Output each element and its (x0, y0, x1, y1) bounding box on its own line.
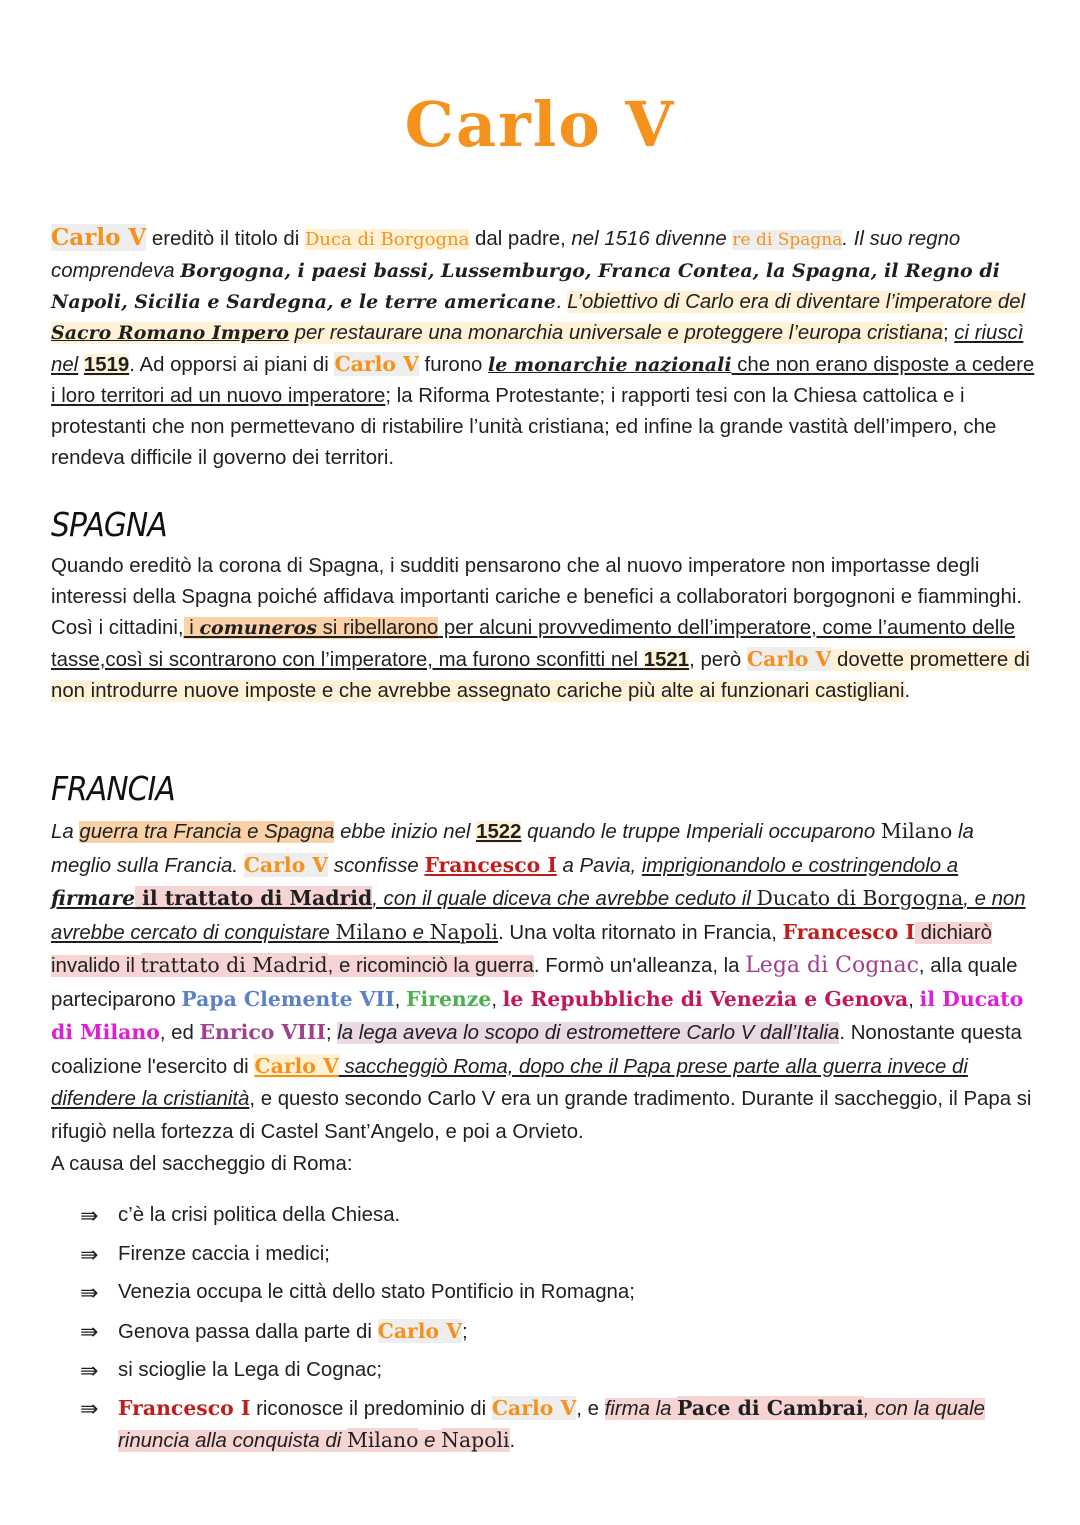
text: . Il suo regno comprendeva (51, 228, 961, 282)
text: Venezia occupa le città dello stato Pontificio in Romagna; (118, 1281, 635, 1304)
text: per alcuni provvedimento dell’imperatore, come l’aumento delle tasse,così si scontrarono con l’imperatore, ma furono sconfitti nel (51, 617, 1016, 671)
text: , (908, 988, 920, 1011)
text: quando le truppe Imperiali occuparono (521, 821, 881, 843)
text: . Ad opporsi ai piani di (129, 354, 335, 376)
text: furono (418, 354, 489, 376)
firenze: Firenze (405, 986, 492, 1011)
repubbliche: le Repubbliche di Venezia e Genova (502, 986, 909, 1011)
bullet-text (118, 1316, 1020, 1348)
text: nel 1516 divenne (571, 228, 733, 250)
text: c’è la crisi politica della Chiesa. (118, 1204, 401, 1226)
text: Milano (880, 819, 953, 843)
trattato-madrid: il trattato di Madrid (135, 886, 373, 910)
monarchie-nazionali: le monarchie nazionali (488, 354, 732, 376)
obiettivo: L’obiettivo di Carlo era di diventare l’imperatore del (567, 291, 1026, 313)
text: i (183, 617, 200, 639)
double-arrow-icon: ⇛ (80, 1319, 99, 1345)
text: , e ricominciò la guerra (327, 955, 534, 977)
carlo-name: Carlo V (746, 647, 832, 671)
text: , e non avrebbe cercato di conquistare (51, 888, 1026, 944)
comuneros (184, 617, 439, 639)
double-arrow-icon: ⇛ (80, 1396, 99, 1422)
text: A causa del saccheggio di Roma: (51, 1153, 353, 1175)
text: Napoli (441, 1428, 510, 1453)
text: . (555, 291, 568, 313)
text: trattato di Madrid (140, 953, 328, 977)
text: , (491, 988, 503, 1011)
text: sconfisse (328, 854, 425, 877)
text: imprigionandolo e costringendolo a (641, 854, 959, 877)
francia-paragraph (51, 815, 1036, 1181)
text: , ed (159, 1022, 200, 1044)
text: , (394, 988, 406, 1011)
francesco-name: Francesco I (424, 852, 557, 877)
section-heading-spagna: SPAGNA (51, 505, 167, 544)
text: , alla quale parteciparono (51, 955, 1018, 1011)
text: Milano (346, 1428, 419, 1453)
text: dovette promettere di non introdurre nuove imposte e che avrebbe assegnato cariche più alte ai funzionari castigliani (51, 649, 1030, 702)
text: Napoli (429, 919, 499, 944)
text: e (407, 921, 430, 944)
spagna-paragraph (51, 551, 1036, 707)
text: ; (462, 1321, 468, 1344)
text: , però (689, 649, 747, 671)
text: La (51, 821, 80, 843)
re-di-spagna: re di Spagna (732, 230, 843, 250)
text: si ribellarono (316, 617, 439, 639)
text: a Pavia, (556, 854, 642, 877)
text: ; (942, 322, 955, 344)
text: , e questo secondo Carlo V era un grande tradimento. Durante il saccheggio, il Papa si rifugiò nella fortezza di Castel Sant’Angelo, e poi a Orvieto. (51, 1088, 1032, 1143)
text: . Una volta ritornato in Francia, (498, 921, 783, 944)
text: comuneros (199, 617, 317, 639)
duca-di-borgogna: Duca di Borgogna (304, 229, 470, 250)
text: la meglio sulla Francia. (51, 821, 974, 877)
pace-di-cambrai: Pace di Cambrai (677, 1396, 864, 1421)
text: ; (325, 1022, 338, 1044)
text: dal padre, (469, 228, 572, 250)
enrico-viii: Enrico VIII (199, 1020, 326, 1044)
consequences-list (80, 1200, 1020, 1457)
list-item (80, 1393, 1020, 1457)
list-item (80, 1355, 1020, 1394)
list-item (80, 1277, 1020, 1316)
text: Milano (335, 919, 408, 944)
double-arrow-icon: ⇛ (80, 1357, 99, 1383)
list-item (80, 1316, 1020, 1355)
text: . Formò un'alleanza, la (533, 955, 746, 977)
guerra: guerra tra Francia e Spagna (79, 821, 335, 843)
text: firmare (51, 886, 136, 910)
papa-clemente: Papa Clemente VII (181, 986, 395, 1011)
page-title: Carlo V (404, 88, 676, 161)
text: riconosce il predominio di (250, 1398, 492, 1421)
text: dichiarò invalido il (51, 921, 993, 977)
carlo-name: Carlo V (377, 1319, 463, 1344)
text: Ducato di Borgogna (756, 886, 964, 910)
scopo-lega: la lega aveva lo scopo di estromettere Carlo V dall’Italia (337, 1022, 840, 1044)
section-heading-francia: FRANCIA (51, 769, 175, 808)
text: . (904, 680, 911, 702)
text: . (509, 1430, 516, 1453)
sacro-romano-impero: Sacro Romano Impero (51, 322, 289, 344)
text: Quando ereditò la corona di Spagna, i sudditi pensarono che al nuovo imperatore non importasse degli interessi della Spagna poiché affidava importanti cariche e benefici a collaboratori borgognoni e fiamminghi. Così i cittadini, (51, 555, 1023, 639)
intro-paragraph (51, 222, 1036, 474)
text: si scioglie la Lega di Cognac; (118, 1358, 383, 1381)
text: . Nonostante questa coalizione l'esercito di (51, 1022, 1022, 1078)
double-arrow-icon: ⇛ (80, 1203, 99, 1228)
list-item (80, 1200, 1020, 1239)
text: , con il quale diceva che avrebbe ceduto il (372, 888, 757, 910)
francesco-name: Francesco I (782, 919, 915, 944)
carlo-name: Carlo V (254, 1053, 339, 1078)
francesco-name: Francesco I (118, 1396, 251, 1421)
text: firma la (604, 1398, 678, 1421)
year-1521: 1521 (643, 649, 690, 671)
year-1522: 1522 (476, 821, 522, 843)
text: ; la Riforma Protestante; i rapporti tesi con la Chiesa cattolica e i protestanti che non permettevano di ristabilire l’unità cristiana; ed infine la grande vastità dell’impero, che rendeva difficile il governo dei territori. (51, 385, 997, 469)
double-arrow-icon: ⇛ (80, 1241, 99, 1267)
ducato-milano: il Ducato di Milano (51, 986, 1024, 1044)
text: Firenze caccia i medici; (118, 1242, 330, 1265)
restaurare: per restaurare una monarchia universale e proteggere l’europa cristiana (288, 322, 943, 344)
text: , con la quale rinuncia alla conquista di (118, 1398, 986, 1453)
non-cedere: che non erano disposte a cedere i loro territori ad un nuovo imperatore (51, 354, 1035, 407)
carlo-name: Carlo V (243, 852, 329, 877)
lega-di-cognac: Lega di Cognac (745, 953, 919, 978)
text: ereditò il titolo di (146, 228, 305, 250)
double-arrow-icon: ⇛ (80, 1280, 99, 1306)
territories: Borgogna, i paesi bassi, Lussemburgo, Franca Contea, la Spagna, il Regno di Napoli, Sicilia e Sardegna, e le terre americane (51, 260, 1000, 313)
text: , e (576, 1398, 605, 1421)
carlo-name: Carlo V (334, 352, 419, 376)
carlo-name: Carlo V (51, 224, 147, 251)
year-1519: 1519 (83, 354, 130, 376)
riusci: ci riuscì nel (51, 322, 1024, 376)
text: Genova passa dalla parte di (118, 1321, 378, 1344)
text: e (418, 1430, 442, 1453)
bullet-text (118, 1393, 1020, 1457)
list-item (80, 1239, 1020, 1278)
text: saccheggiò Roma, dopo che il Papa prese parte alla guerra invece di difendere la cristianità (51, 1055, 968, 1110)
text: ebbe inizio nel (334, 821, 477, 843)
carlo-name: Carlo V (491, 1396, 577, 1421)
